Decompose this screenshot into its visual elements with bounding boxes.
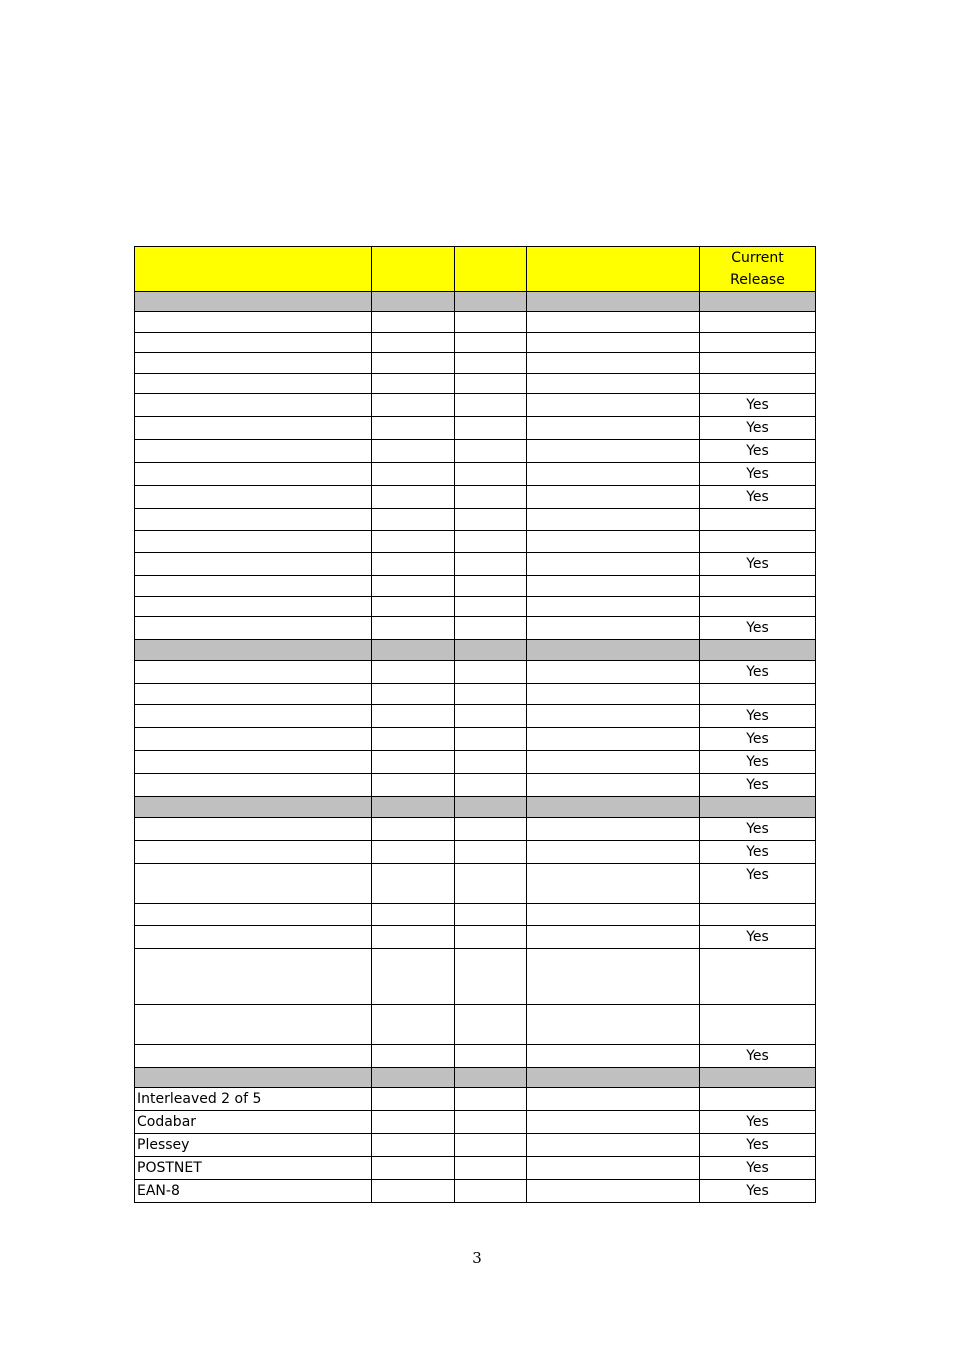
cell-col3 [455, 333, 527, 353]
cell-name: Interleaved 2 of 5 [135, 1087, 372, 1110]
cell-col2 [372, 818, 455, 841]
table-row [135, 751, 816, 774]
cell-col4 [527, 576, 700, 597]
table-row [135, 417, 816, 440]
cell-col4 [527, 774, 700, 797]
table-row [135, 1087, 816, 1110]
cell-col4 [527, 684, 700, 705]
cell-name [135, 394, 372, 417]
cell-release: Yes [700, 440, 816, 463]
cell-release [700, 1067, 816, 1087]
cell-release: Yes [700, 728, 816, 751]
cell-col2 [372, 597, 455, 617]
cell-name [135, 1067, 372, 1087]
cell-col3 [455, 292, 527, 312]
cell-release: Yes [700, 1044, 816, 1067]
table-row [135, 841, 816, 864]
header-cell-col3 [455, 247, 527, 292]
cell-name [135, 640, 372, 661]
cell-release: Yes [700, 1179, 816, 1202]
cell-name [135, 728, 372, 751]
cell-release: Yes [700, 1156, 816, 1179]
cell-col2 [372, 509, 455, 531]
cell-col4 [527, 463, 700, 486]
table-row [135, 728, 816, 751]
cell-release: Yes [700, 751, 816, 774]
cell-col2 [372, 440, 455, 463]
cell-name [135, 486, 372, 509]
cell-release [700, 1087, 816, 1110]
cell-col2 [372, 617, 455, 640]
cell-col3 [455, 312, 527, 333]
cell-col3 [455, 684, 527, 705]
cell-name [135, 925, 372, 948]
cell-col2 [372, 486, 455, 509]
cell-name [135, 904, 372, 925]
cell-col3 [455, 353, 527, 374]
cell-col4 [527, 1156, 700, 1179]
table-row [135, 705, 816, 728]
cell-col4 [527, 553, 700, 576]
cell-release [700, 640, 816, 661]
cell-col4 [527, 1179, 700, 1202]
table-row [135, 925, 816, 948]
cell-name [135, 374, 372, 394]
cell-col4 [527, 1133, 700, 1156]
table-row [135, 486, 816, 509]
cell-name: POSTNET [135, 1156, 372, 1179]
cell-col2 [372, 751, 455, 774]
cell-col2 [372, 797, 455, 818]
cell-col3 [455, 394, 527, 417]
cell-col3 [455, 1087, 527, 1110]
cell-release [700, 531, 816, 553]
cell-col2 [372, 1044, 455, 1067]
table-row [135, 818, 816, 841]
cell-name [135, 463, 372, 486]
table-row [135, 1156, 816, 1179]
cell-col4 [527, 292, 700, 312]
table-row [135, 333, 816, 353]
cell-col4 [527, 1044, 700, 1067]
cell-col2 [372, 904, 455, 925]
cell-col4 [527, 617, 700, 640]
cell-release: Yes [700, 417, 816, 440]
cell-release [700, 333, 816, 353]
section-row [135, 797, 816, 818]
cell-release [700, 292, 816, 312]
header-cell-col2 [372, 247, 455, 292]
table-row [135, 774, 816, 797]
cell-release: Yes [700, 818, 816, 841]
cell-col2 [372, 684, 455, 705]
cell-col2 [372, 374, 455, 394]
cell-col3 [455, 553, 527, 576]
cell-name [135, 661, 372, 684]
cell-col2 [372, 292, 455, 312]
cell-col3 [455, 1110, 527, 1133]
cell-col2 [372, 417, 455, 440]
cell-name [135, 312, 372, 333]
cell-release [700, 1004, 816, 1044]
cell-name [135, 684, 372, 705]
cell-release: Yes [700, 394, 816, 417]
cell-name [135, 1004, 372, 1044]
cell-col4 [527, 904, 700, 925]
table-row [135, 1004, 816, 1044]
cell-name [135, 1044, 372, 1067]
cell-col3 [455, 531, 527, 553]
cell-col4 [527, 531, 700, 553]
cell-col2 [372, 774, 455, 797]
cell-release [700, 684, 816, 705]
cell-col3 [455, 841, 527, 864]
header-cell-col4 [527, 247, 700, 292]
cell-name [135, 864, 372, 904]
table-row [135, 948, 816, 1004]
table-row [135, 1133, 816, 1156]
cell-release [700, 904, 816, 925]
cell-col3 [455, 463, 527, 486]
feature-support-table [134, 246, 816, 1203]
cell-col4 [527, 597, 700, 617]
table-row [135, 576, 816, 597]
table-row [135, 904, 816, 925]
cell-col2 [372, 1133, 455, 1156]
table-row [135, 1044, 816, 1067]
cell-col3 [455, 576, 527, 597]
table-row [135, 463, 816, 486]
table-row [135, 684, 816, 705]
cell-col4 [527, 509, 700, 531]
cell-col4 [527, 864, 700, 904]
cell-col2 [372, 353, 455, 374]
cell-name: Plessey [135, 1133, 372, 1156]
cell-col4 [527, 797, 700, 818]
cell-release: Yes [700, 864, 816, 904]
page-number: 3 [472, 1249, 482, 1267]
cell-col3 [455, 440, 527, 463]
cell-release: Yes [700, 617, 816, 640]
cell-col3 [455, 774, 527, 797]
cell-col3 [455, 864, 527, 904]
cell-name: Codabar [135, 1110, 372, 1133]
cell-col3 [455, 1156, 527, 1179]
cell-col2 [372, 1004, 455, 1044]
cell-col4 [527, 394, 700, 417]
cell-col4 [527, 486, 700, 509]
header-cell-release: Current Release [700, 247, 816, 292]
cell-name [135, 553, 372, 576]
header-cell-name [135, 247, 372, 292]
cell-col3 [455, 597, 527, 617]
cell-col3 [455, 751, 527, 774]
cell-name [135, 353, 372, 374]
cell-col4 [527, 353, 700, 374]
cell-name [135, 597, 372, 617]
cell-name [135, 818, 372, 841]
cell-col4 [527, 1004, 700, 1044]
table-row [135, 374, 816, 394]
cell-col2 [372, 705, 455, 728]
cell-col3 [455, 728, 527, 751]
cell-release [700, 576, 816, 597]
cell-col3 [455, 904, 527, 925]
cell-col2 [372, 841, 455, 864]
cell-release: Yes [700, 553, 816, 576]
cell-release [700, 597, 816, 617]
table-row [135, 509, 816, 531]
cell-name [135, 576, 372, 597]
cell-release [700, 374, 816, 394]
cell-col4 [527, 841, 700, 864]
cell-col4 [527, 925, 700, 948]
table-header-row [135, 247, 816, 292]
cell-release: Yes [700, 661, 816, 684]
cell-name [135, 774, 372, 797]
cell-col2 [372, 925, 455, 948]
cell-name [135, 531, 372, 553]
cell-col2 [372, 312, 455, 333]
cell-col2 [372, 333, 455, 353]
cell-release: Yes [700, 774, 816, 797]
cell-release: Yes [700, 1133, 816, 1156]
cell-name [135, 705, 372, 728]
cell-col4 [527, 440, 700, 463]
cell-col2 [372, 864, 455, 904]
cell-col4 [527, 1067, 700, 1087]
cell-col4 [527, 751, 700, 774]
cell-col3 [455, 797, 527, 818]
cell-col3 [455, 818, 527, 841]
cell-name [135, 751, 372, 774]
cell-col3 [455, 925, 527, 948]
cell-col3 [455, 661, 527, 684]
cell-col4 [527, 728, 700, 751]
table-row [135, 1179, 816, 1202]
table-row [135, 394, 816, 417]
cell-release [700, 797, 816, 818]
section-row [135, 1067, 816, 1087]
cell-col2 [372, 1110, 455, 1133]
table-row [135, 617, 816, 640]
cell-release [700, 312, 816, 333]
table-row [135, 353, 816, 374]
cell-release: Yes [700, 925, 816, 948]
cell-col3 [455, 705, 527, 728]
section-row [135, 292, 816, 312]
table-row [135, 1110, 816, 1133]
cell-name [135, 509, 372, 531]
cell-col2 [372, 640, 455, 661]
cell-col2 [372, 531, 455, 553]
cell-name [135, 292, 372, 312]
cell-release [700, 509, 816, 531]
cell-col2 [372, 728, 455, 751]
table-row [135, 531, 816, 553]
section-row [135, 640, 816, 661]
cell-col3 [455, 374, 527, 394]
cell-col4 [527, 661, 700, 684]
cell-col3 [455, 1044, 527, 1067]
table-row [135, 312, 816, 333]
cell-col3 [455, 1004, 527, 1044]
cell-col4 [527, 312, 700, 333]
table-row [135, 440, 816, 463]
cell-name [135, 333, 372, 353]
cell-col3 [455, 509, 527, 531]
cell-col2 [372, 1067, 455, 1087]
cell-col3 [455, 1179, 527, 1202]
cell-col4 [527, 705, 700, 728]
cell-release [700, 948, 816, 1004]
cell-release [700, 353, 816, 374]
cell-col3 [455, 1133, 527, 1156]
cell-name [135, 440, 372, 463]
cell-col2 [372, 463, 455, 486]
cell-col2 [372, 1179, 455, 1202]
cell-col2 [372, 1156, 455, 1179]
cell-col3 [455, 640, 527, 661]
cell-release: Yes [700, 1110, 816, 1133]
cell-col2 [372, 1087, 455, 1110]
cell-col4 [527, 948, 700, 1004]
cell-name [135, 417, 372, 440]
cell-col3 [455, 486, 527, 509]
cell-col2 [372, 948, 455, 1004]
cell-col4 [527, 417, 700, 440]
table-row [135, 661, 816, 684]
cell-col4 [527, 640, 700, 661]
cell-name [135, 617, 372, 640]
cell-col3 [455, 948, 527, 1004]
cell-col2 [372, 553, 455, 576]
cell-name [135, 841, 372, 864]
cell-col4 [527, 1110, 700, 1133]
cell-col3 [455, 1067, 527, 1087]
cell-name: EAN-8 [135, 1179, 372, 1202]
cell-release: Yes [700, 486, 816, 509]
cell-col2 [372, 661, 455, 684]
table-row [135, 597, 816, 617]
cell-col3 [455, 417, 527, 440]
cell-release: Yes [700, 841, 816, 864]
cell-col2 [372, 394, 455, 417]
cell-col2 [372, 576, 455, 597]
cell-release: Yes [700, 705, 816, 728]
cell-name [135, 797, 372, 818]
cell-name [135, 948, 372, 1004]
cell-col4 [527, 374, 700, 394]
cell-release: Yes [700, 463, 816, 486]
cell-col4 [527, 818, 700, 841]
table-row [135, 864, 816, 904]
cell-col4 [527, 333, 700, 353]
cell-col4 [527, 1087, 700, 1110]
cell-col3 [455, 617, 527, 640]
table-row [135, 553, 816, 576]
